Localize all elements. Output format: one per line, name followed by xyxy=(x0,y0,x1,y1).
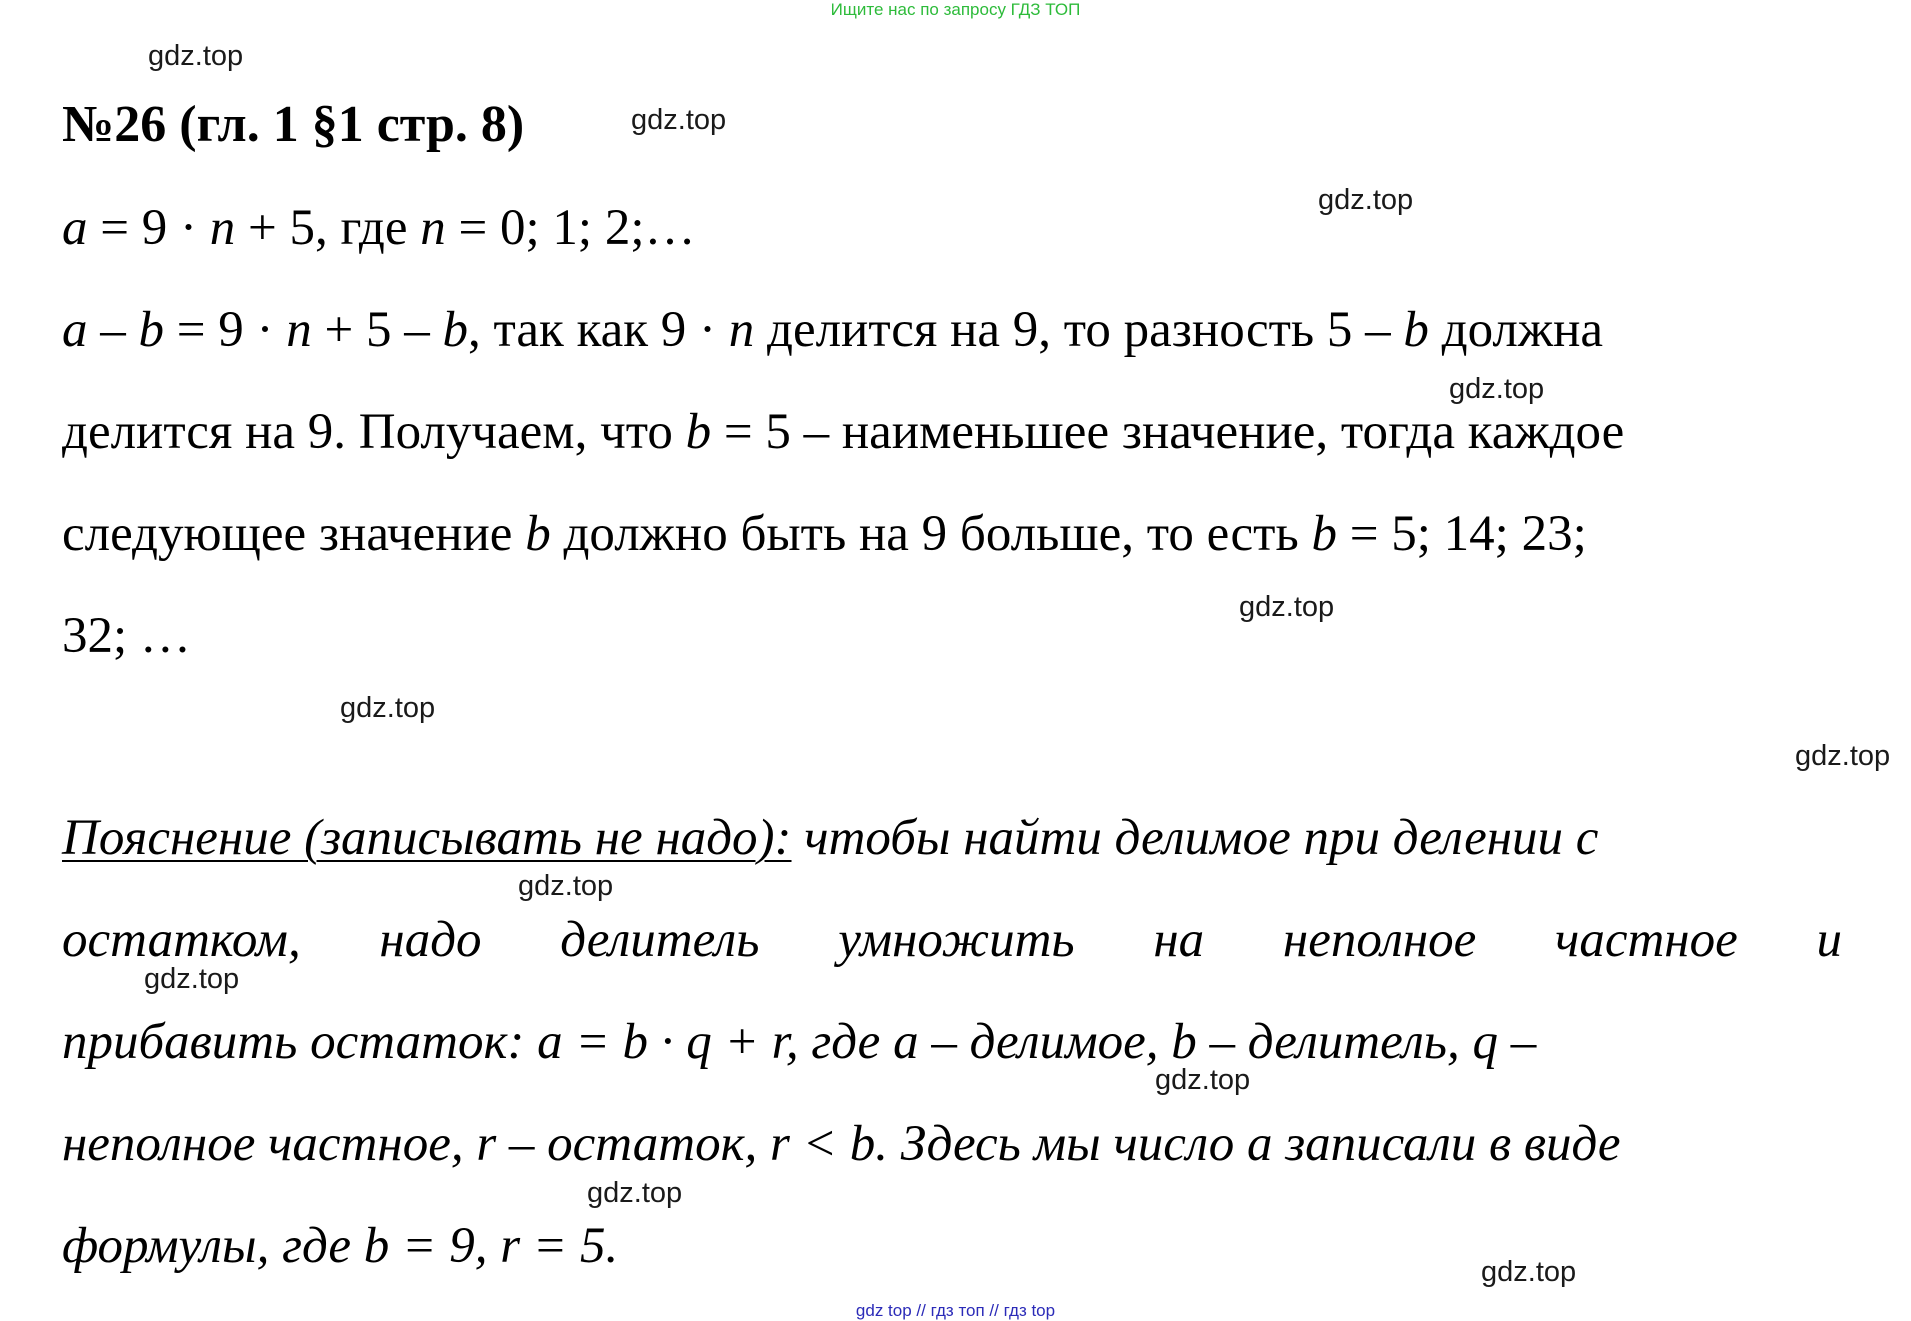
explanation-line-1 xyxy=(62,810,1842,866)
solution-line-3 xyxy=(62,404,1842,460)
var-b: b xyxy=(1311,506,1337,562)
solution-line-4 xyxy=(62,506,1842,562)
var-b: b xyxy=(138,302,164,358)
text: = 9 · xyxy=(87,200,210,256)
solution-line-5: 32; … xyxy=(62,608,191,664)
text: должно быть на 9 больше, то есть xyxy=(550,506,1312,562)
watermark: gdz.top xyxy=(1481,1256,1577,1288)
var-b: b xyxy=(685,404,712,460)
watermark: gdz.top xyxy=(1795,740,1891,772)
watermark: gdz.top xyxy=(148,40,244,72)
explanation-line-2: остатком, надо делитель умножить на неполное частное и xyxy=(62,912,1842,968)
page-title: №26 (гл. 1 §1 стр. 8) xyxy=(62,96,525,153)
text: = 5; 14; 23; xyxy=(1336,506,1587,562)
var-a: a xyxy=(62,200,88,256)
watermark: gdz.top xyxy=(1239,591,1335,623)
var-n: n xyxy=(286,302,312,358)
watermark: gdz.top xyxy=(518,870,614,902)
text: делится на 9. Получаем, что xyxy=(62,404,686,460)
explanation-line-5: формулы, где b = 9, r = 5. xyxy=(62,1218,619,1274)
watermark: gdz.top xyxy=(1449,373,1545,405)
text: чтобы найти делимое при делении с xyxy=(791,810,1599,866)
var-n: n xyxy=(728,302,755,358)
text: делится на 9, то разность 5 – xyxy=(754,302,1404,358)
watermark: gdz.top xyxy=(631,104,727,136)
var-a: a xyxy=(62,302,88,358)
explanation-label: Пояснение (записывать не надо): xyxy=(62,810,792,866)
var-b: b xyxy=(1403,302,1429,358)
text: – xyxy=(87,302,139,358)
text: + 5, где xyxy=(235,200,421,256)
explanation-line-4: неполное частное, r – остаток, r < b. Здесь мы число а записали в виде xyxy=(62,1116,1621,1172)
var-b: b xyxy=(442,302,469,358)
footer: gdz top // гдз топ // гдз top xyxy=(855,1301,1056,1320)
var-b: b xyxy=(525,506,551,562)
text: = 9 · xyxy=(164,302,287,358)
solution-line-2 xyxy=(62,302,1842,358)
top-banner: Ищите нас по запросу ГДЗ ТОП xyxy=(830,0,1081,19)
explanation-line-3: прибавить остаток: a = b · q + r, где a – делимое, b – делитель, q – xyxy=(62,1014,1537,1070)
watermark: gdz.top xyxy=(1318,184,1414,216)
text: = 5 – наименьшее значение, тогда каждое xyxy=(711,404,1625,460)
text: должна xyxy=(1428,302,1604,358)
watermark: gdz.top xyxy=(1155,1064,1251,1096)
var-n: n xyxy=(209,200,236,256)
text: , так как 9 · xyxy=(468,302,729,358)
watermark: gdz.top xyxy=(340,692,436,724)
var-n: n xyxy=(420,200,446,256)
text: + 5 – xyxy=(311,302,443,358)
watermark: gdz.top xyxy=(587,1177,683,1209)
watermark: gdz.top xyxy=(144,963,240,995)
text: = 0; 1; 2;… xyxy=(445,200,696,256)
text: следующее значение xyxy=(62,506,526,562)
